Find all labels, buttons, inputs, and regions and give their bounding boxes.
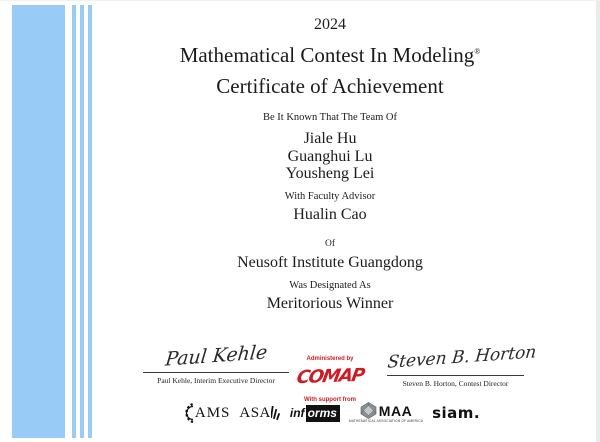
maa-logo [349,402,423,423]
team-members [80,130,580,183]
comap-block [293,347,367,406]
designation-award: Meritorious Winner [266,295,394,312]
asa-bars-icon [271,404,281,422]
informs-boxed: orms [306,405,340,422]
signature-steven-horton: Steven B. Horton [386,342,538,373]
page-edge [596,1,600,442]
signature-paul-kehle: Paul Kehle [164,341,269,371]
of-label: Of [324,239,336,249]
contest-title [80,43,580,68]
siam-text: siam. [432,404,481,422]
institution-name: Neusoft Institute Guangdong [237,254,423,271]
informs-logo [290,405,340,422]
signature-block-right [386,342,538,388]
certificate-subtitle: Certificate of Achievement [216,74,444,98]
ams-arc-icon [180,403,195,423]
team-member-2: Guanghui Lu [287,147,373,165]
asa-logo [239,404,281,422]
ams-text: AMS [194,404,231,421]
known-label: Be It Known That The Team Of [263,112,397,123]
decor-stripe-1 [72,5,76,438]
informs-prefix: inf [289,406,305,420]
signature-caption-left: Paul Kehle, Interim Executive Director [157,376,275,385]
asa-text: ASA [239,404,271,421]
registered-mark: ® [474,47,481,56]
support-from-label: With support from [304,397,356,403]
maa-text: MAA [378,402,413,419]
maa-top [360,402,412,419]
signature-block-left [143,341,289,385]
team-member-1: Jiale Hu [303,130,357,147]
administered-by-label: Administered by [306,356,354,362]
signature-caption-right: Steven B. Horton, Contest Director [402,379,509,388]
siam-logo [432,404,480,422]
contest-title-text: Mathematical Contest In Modeling [179,43,475,67]
team-member-3: Yousheng Lei [285,165,375,182]
decor-bar-wide [12,5,65,438]
year: 2024 [314,16,346,33]
advisor-label: With Faculty Advisor [284,191,376,202]
sponsor-logos-row [80,399,580,427]
designated-label: Was Designated As [289,280,371,291]
maa-icosahedron-icon [360,402,377,419]
comap-logo: COMAP [294,364,366,389]
maa-subtext: MATHEMATICAL ASSOCIATION OF AMERICA [348,419,424,424]
advisor-name: Hualin Cao [293,206,367,223]
ams-logo [180,403,231,423]
